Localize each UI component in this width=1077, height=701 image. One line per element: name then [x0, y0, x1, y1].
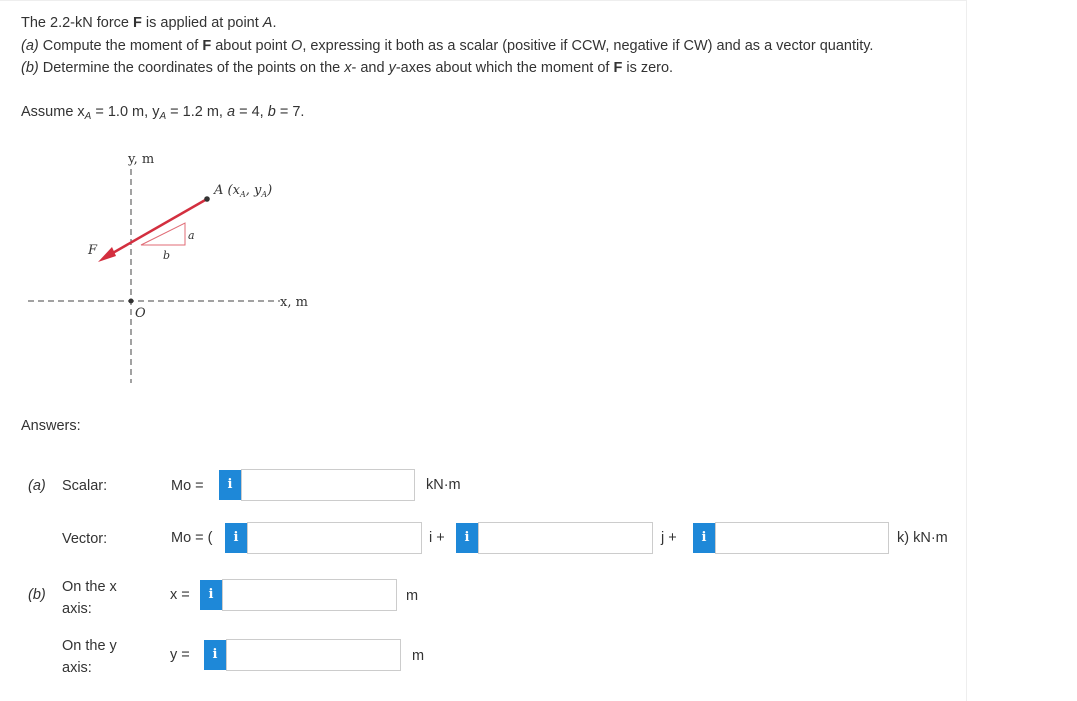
scalar-label: Scalar:	[62, 478, 108, 494]
mo-j-component-input[interactable]	[478, 522, 653, 554]
info-icon[interactable]: i	[204, 640, 226, 670]
x-axis-text: On the x axis:	[62, 579, 117, 617]
info-icon[interactable]: i	[225, 523, 247, 553]
mo-k-component-input[interactable]	[715, 522, 889, 554]
x-coordinate-input[interactable]	[222, 579, 397, 611]
x-eq-label: x =	[170, 587, 190, 603]
mo-i-component-input[interactable]	[247, 522, 422, 554]
mo-vector-label: Mo = (	[171, 530, 213, 546]
x-unit-label: m	[406, 588, 419, 604]
unit-knm-label: kN·m	[426, 477, 461, 493]
origin-point	[129, 299, 134, 304]
force-diagram	[0, 141, 340, 391]
assumptions: Assume $x_A = 1.0$ m, $y_A = 1.2$ m, a = 4, b = 7.	[21, 104, 305, 122]
y-unit-label: m	[412, 648, 425, 664]
part-a-question: (a) Compute the moment of F about point O, expressing it both as a scalar (positive if CCW, negative if CW) and as a vector quantity.	[21, 38, 874, 54]
info-icon[interactable]: i	[200, 580, 222, 610]
k-unit-label: k) kN·m	[897, 530, 948, 546]
mo-scalar-input[interactable]	[241, 469, 415, 501]
point-a	[204, 196, 210, 202]
point-a-label: A ($x_A$, $y_A$)	[214, 183, 273, 199]
i-unit-label: i +	[429, 530, 445, 546]
info-icon[interactable]: i	[219, 470, 241, 500]
b-label: b	[163, 249, 171, 262]
part-a-label: (a)	[28, 478, 46, 494]
y-coordinate-input[interactable]	[226, 639, 401, 671]
j-unit-label: j +	[661, 530, 677, 546]
part-b-question: (b) Determine the coordinates of the points on the x- and y-axes about which the moment of F is zero.	[21, 60, 674, 76]
info-icon[interactable]: i	[693, 523, 715, 553]
force-label: F	[88, 243, 98, 258]
problem-statement: The 2.2-kN force F is applied at point A.	[21, 15, 277, 31]
y-eq-label: y =	[170, 647, 190, 663]
a-label: a	[188, 229, 195, 242]
x-axis-label: x, m	[280, 295, 308, 310]
part-b-label: (b)	[28, 587, 46, 603]
mo-scalar-label: Mo =	[171, 478, 204, 494]
y-axis-label: y, m	[128, 152, 155, 167]
info-icon[interactable]: i	[456, 523, 478, 553]
force-arrowhead	[98, 247, 116, 262]
answers-heading: Answers:	[21, 418, 81, 434]
y-axis-text: On the y axis:	[62, 638, 117, 676]
origin-label: O	[135, 306, 146, 321]
vector-label: Vector:	[62, 531, 108, 547]
